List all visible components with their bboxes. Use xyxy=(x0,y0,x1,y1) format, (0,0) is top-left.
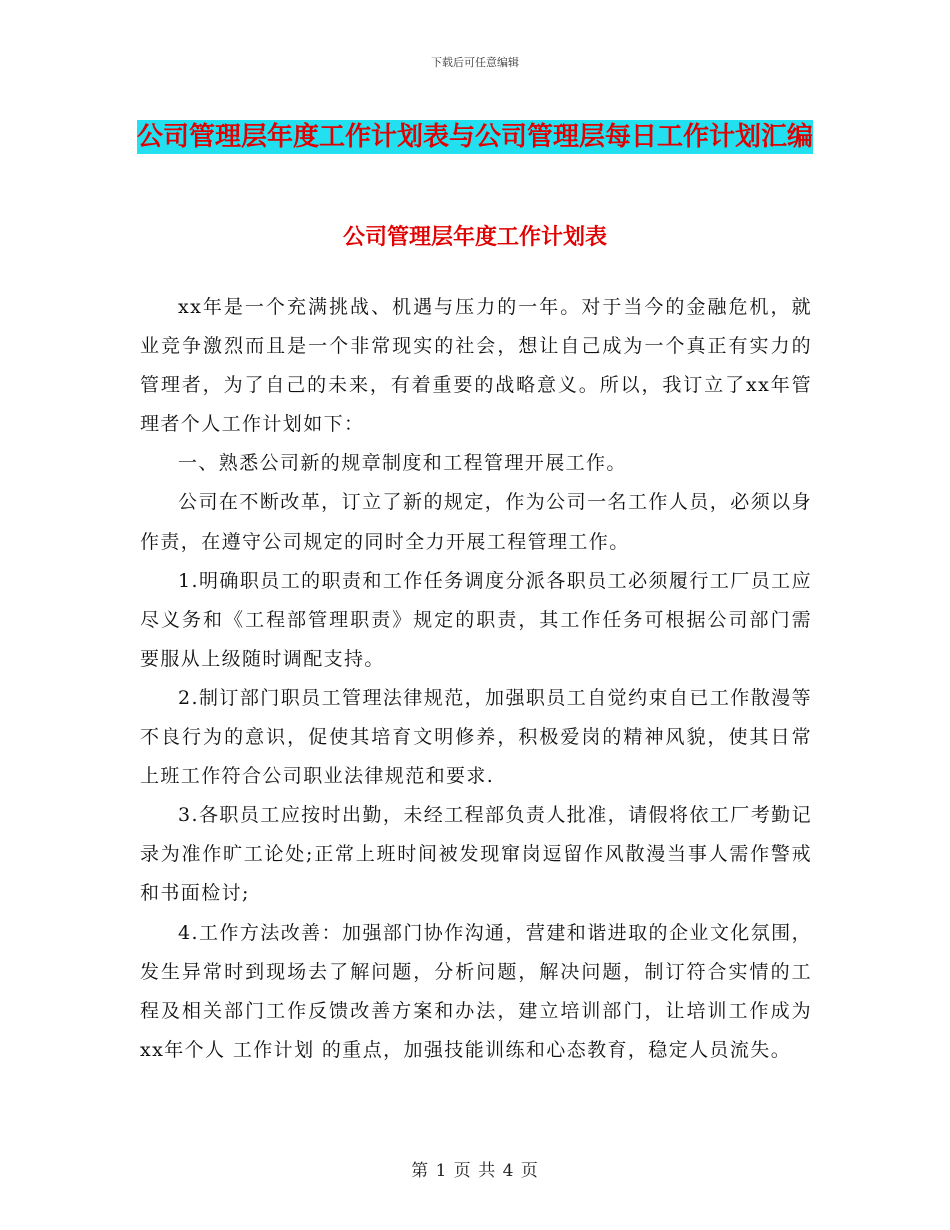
paragraph: 2.制订部门职员工管理法律规范，加强职员工自觉约束自已工作散漫等不良行为的意识，促使其培育文明修养，积极爱岗的精神风貌，使其日常上班工作符合公司职业法律规范和要求. xyxy=(140,686,812,788)
paragraph: 一、熟悉公司新的规章制度和工程管理开展工作。 xyxy=(178,452,627,475)
paragraph: 3.各职员工应按时出勤，未经工程部负责人批准，请假将依工厂考勤记录为准作旷工论处;正常上班时间被发现窜岗逗留作风散漫当事人需作警戒和书面检讨; xyxy=(140,804,812,905)
document-body xyxy=(140,288,812,1070)
document-title xyxy=(130,110,820,164)
paragraph: 4.工作方法改善：加强部门协作沟通，营建和谐进取的企业文化氛围，发生异常时到现场去了解问题，分析问题，解决问题，制订符合实情的工程及相关部门工作反馈改善方案和办法，建立培训部门，让培训工作成为xx年个人 工作计划 的重点，加强技能训练和心态教育，稳定人员流失。 xyxy=(140,921,812,1061)
page-footer: 第 1 页 共 4 页 xyxy=(411,1161,539,1181)
paragraph: xx年是一个充满挑战、机遇与压力的一年。对于当今的金融危机，就业竞争激烈而且是一个非常现实的社会，想让自己成为一个真正有实力的管理者，为了自己的未来，有着重要的战略意义。所以，我订立了xx年管理者个人工作计划如下： xyxy=(140,296,812,436)
header-note: 下载后可任意编辑 xyxy=(431,56,519,69)
paragraph: 公司在不断改革，订立了新的规定，作为公司一名工作人员，必须以身作责，在遵守公司规定的同时全力开展工程管理工作。 xyxy=(140,491,812,553)
document-title-text: 公司管理层年度工作计划表与公司管理层每日工作计划汇编 xyxy=(136,122,813,152)
paragraph: 1.明确职员工的职责和工作任务调度分派各职员工必须履行工厂员工应尽义务和《工程部管理职责》规定的职责，其工作任务可根据公司部门需要服从上级随时调配支持。 xyxy=(140,569,812,670)
section-title: 公司管理层年度工作计划表 xyxy=(342,225,607,250)
